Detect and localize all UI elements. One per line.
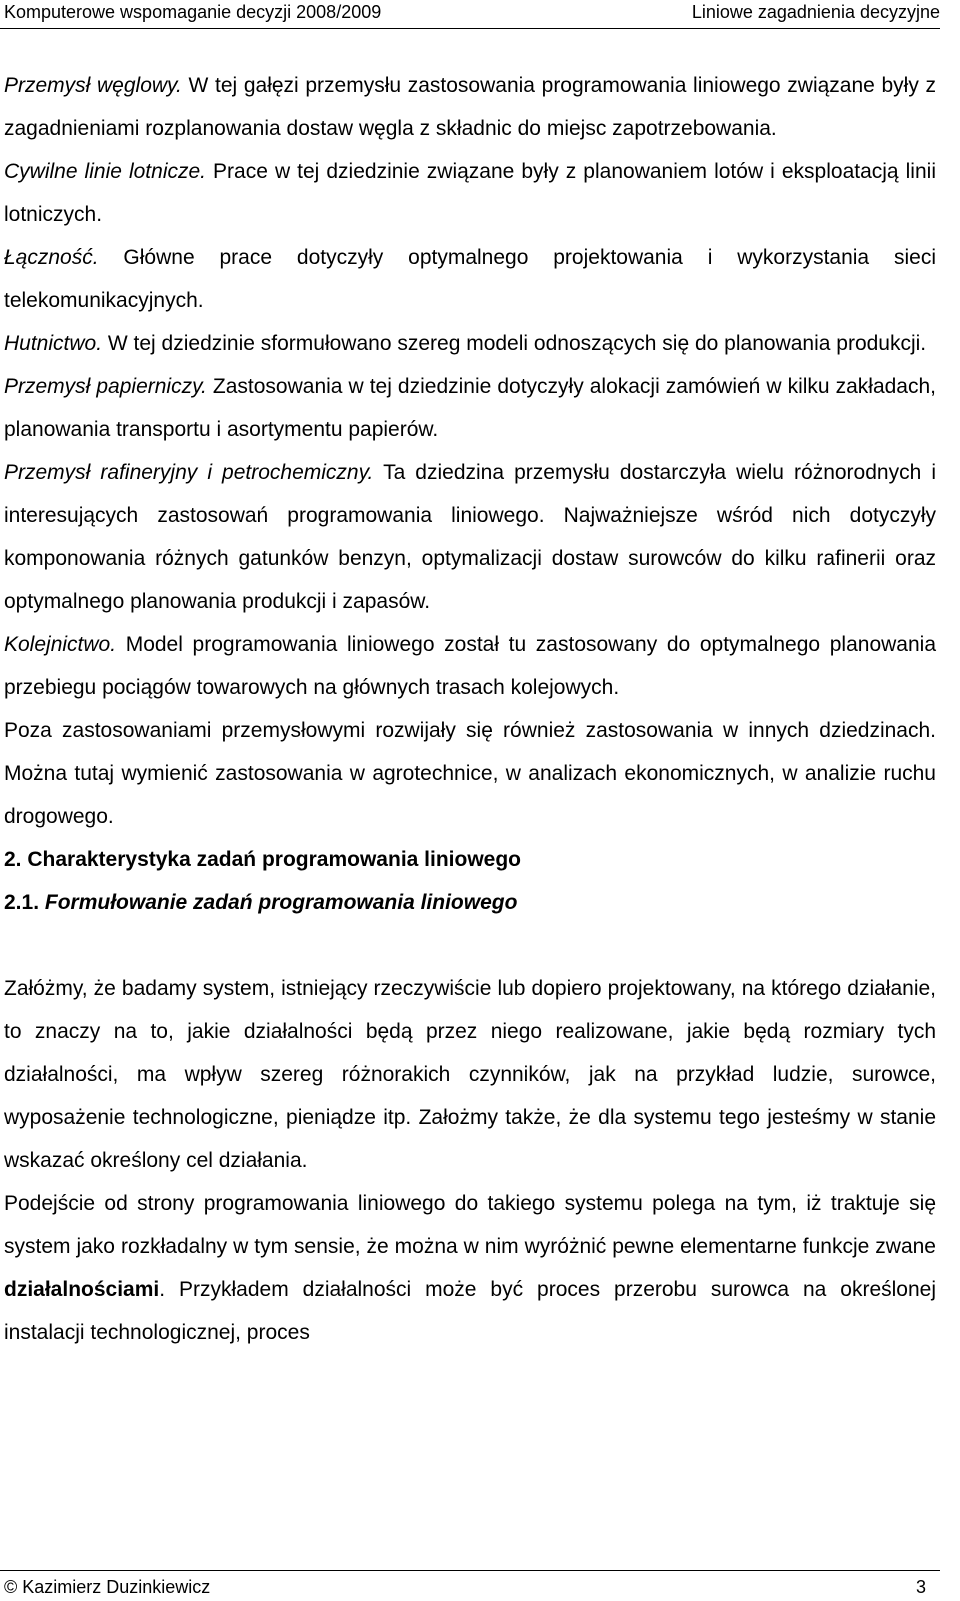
page-number: 3 [915,1577,926,1597]
paragraph-lead: Przemysł rafineryjny i petrochemiczny. [4,461,374,484]
section-heading: 2. Charakterystyka zadań programowania liniowego [4,848,521,871]
paragraph-coal [4,64,936,150]
paragraph-text: Zastosowania w tej dziedzinie dotyczyły alokacji zamówień w kilku zakładach, planowania transportu i asortymentu papierów. [4,375,937,441]
header-right-title: Liniowe zagadnienia decyzyjne [691,2,940,22]
paragraph-airlines [4,150,936,236]
body-paragraph-1: Załóżmy, że badamy system, istniejący rzeczywiście lub dopiero projektowany, na którego działanie, to znaczy na to, jakie działalności będą przez niego realizowane, jakie będą rozmiary tych działalności, ma wpływ szereg różnorakich czynników, jak na przykład ludzie, surowce, wyposażenie technologiczne, pieniądze itp. Założmy także, że dla systemu tego jesteśmy w stanie wskazać określony cel działania. [4,977,936,1172]
paragraph-lead: Przemysł węglowy. [4,74,182,97]
paragraph-telecom [4,236,936,322]
term-dzialalnosci: działalnościami [4,1278,160,1301]
paragraph-text: W tej gałęzi przemysłu zastosowania programowania liniowego związane były z zagadnieniami rozplanowania dostaw węgla z składnic do miejsc zapotrzebowania. [4,74,937,140]
paragraph-text: Ta dziedzina przemysłu dostarczyła wielu różnorodnych i interesujących zastosowań programowania liniowego. Najważniejsze wśród nich dotyczyły komponowania różnych gatunków benzyn, optymalizacji dostaw surowców do kilku rafinerii oraz optymalnego planowania produkcji i zapasów. [4,461,936,613]
subsection-number: 2.1. [4,891,40,914]
paragraph-text: Poza zastosowaniami przemysłowymi rozwijały się również zastosowania w innych dziedzinach. Można tutaj wymienić zastosowania w agrotechnice, w analizach ekonomicznych, w analizie ruchu drogowego. [4,719,936,828]
header-left-title: Komputerowe wspomaganie decyzji 2008/2009 [4,2,382,22]
paragraph-lead: Przemysł papierniczy. [4,375,207,398]
page-footer [0,1570,940,1599]
paragraph-refinery [4,451,936,623]
subsection-heading [4,881,936,924]
paragraph-text: Główne prace dotyczyły optymalnego projektowania i wykorzystania sieci telekomunikacyjnych. [4,246,936,312]
spacer [4,924,936,967]
paragraph-text: Model programowania liniowego został tu zastosowany do optymalnego planowania przebiegu pociągów towarowych na głównych trasach kolejowych. [4,633,936,699]
paragraph-text: Prace w tej dziedzinie związane były z planowaniem lotów i eksploatacją linii lotniczych. [4,160,936,226]
paragraph-lead: Łączność. [4,246,99,269]
paragraph-lead: Cywilne linie lotnicze. [4,160,206,183]
paragraph-steel [4,322,936,365]
document-body [4,64,936,1354]
page-header [0,0,940,29]
body-paragraph-2-after: . Przykładem działalności może być proces przerobu surowca na określonej instalacji technologicznej, proces [4,1278,936,1344]
paragraph-lead: Hutnictwo. [4,332,103,355]
subsection-title: Formułowanie zadań programowania liniowego [44,891,518,914]
paragraph-paper [4,365,936,451]
body-paragraph-2 [4,1182,936,1354]
paragraph-other-fields [4,709,936,838]
paragraph-lead: Kolejnictwo. [4,633,117,656]
paragraph-text: W tej dziedzinie sformułowano szereg modeli odnoszących się do planowania produkcji. [102,332,927,355]
body-paragraph-2-before: Podejście od strony programowania liniowego do takiego systemu polega na tym, iż traktuje się system jako rozkładalny w tym sensie, że można w nim wyróżnić pewne elementarne funkcje zwane [4,1192,936,1258]
paragraph-railway [4,623,936,709]
footer-author: © Kazimierz Duzinkiewicz [4,1577,211,1597]
